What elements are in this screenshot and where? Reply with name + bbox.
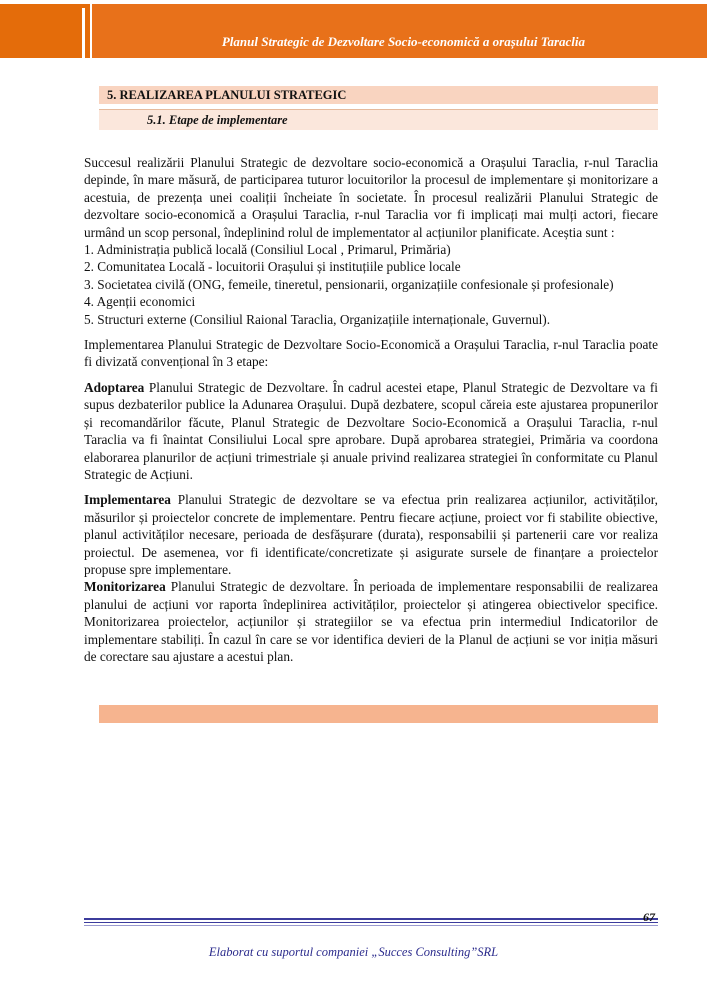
footer-rule (84, 918, 658, 926)
actor-item-2: 2. Comunitatea Locală - locuitorii Orașului și instituțiile publice locale (84, 259, 461, 275)
header-band (0, 4, 707, 58)
actor-item-4: 4. Agenții economici (84, 294, 196, 310)
stages-intro-paragraph: Implementarea Planului Strategic de Dezvoltare Socio-Economică a Orașului Taraclia, r-nul Taraclia poate fi divizată convențional în 3 etape: (84, 337, 658, 370)
stage-adoption-text: Planului Strategic de Dezvoltare. În cadrul acestei etape, Planul Strategic de Dezvoltare va fi supus dezbaterilor publice la Adunarea Orașului. După dezbatere, scopul căreia este ajustarea propunerilor și recomandărilor făcute, Planul Strategic de Dezvoltare Socio-Economică a Orașului Taraclia, r-nul Taraclia va fi înaintat Consiliului Local spre aprobare. După aprobarea strategiei, Primăria va coordona elaborarea planurilor de acțiuni trimestriale și anuale privind realizarea strategiei în conformitate cu Planul Strategic de Acțiuni. (84, 379, 658, 482)
stage-adoption-title: Adoptarea (84, 379, 145, 395)
stage-monitoring-text: Planului Strategic de dezvoltare. În perioada de implementare responsabilii de realizarea planului de acțiuni vor raporta îndeplinirea activităților, proiectelor și atingerea obiectivelor specifice. Monitorizarea proiectelor, acțiunilor și strategiilor se va efectua prin intermediul Indicatorilor de implementare stabiliți. În cazul în care se vor identifica devieri de la Planul de acțiuni se vor iniția măsuri de corectare sau ajustare a acestui plan. (84, 579, 658, 664)
actor-item-1: 1. Administrația publică locală (Consiliul Local , Primarul, Primăria) (84, 242, 451, 258)
stage-implementation-paragraph (84, 491, 658, 578)
stage-implementation-text: Planului Strategic de dezvoltare se va efectua prin realizarea acțiunilor, activităților, măsurilor și proiectelor concrete de implementare. Pentru fiecare acțiune, proiect vor fi stabilite obiective, planul activităților necesare, perioada de desfășurare (durata), responsabilii și partenerii care vor realiza proiectul. De asemenea, vor fi identificate/concretizate și asigurate sursele de finanțare a proiectelor propuse spre implementare. (84, 492, 658, 577)
stage-monitoring-title: Monitorizarea (84, 579, 166, 595)
stage-monitoring-paragraph (84, 578, 658, 665)
actor-item-3: 3. Societatea civilă (ONG, femeile, tineretul, pensionarii, organizațiile confesionale și profesionale) (84, 276, 614, 292)
document-title: Planul Strategic de Dezvoltare Socio-economică a orașului Taraclia (221, 34, 585, 49)
stage-implementation-title: Implementarea (84, 492, 171, 508)
bottom-decorative-bar (99, 705, 658, 723)
subsection-heading-bar (99, 109, 658, 130)
body-text (84, 154, 658, 665)
footer-credit: Elaborat cu suportul companiei „Succes Consulting”SRL (208, 945, 499, 959)
actor-item-5: 5. Structuri externe (Consiliul Raional Taraclia, Organizațiile internaționale, Guvernul). (84, 311, 551, 327)
stage-adoption-paragraph (84, 379, 658, 483)
intro-paragraph: Succesul realizării Planului Strategic de dezvoltare socio-economică a Orașului Taraclia, r-nul Taraclia depinde, în mare măsură, de participarea tuturor locuitorilor la procesul de implementare și monitorizare a acestuia, de prezența unei coaliții încheiate în societate. În procesul realizării Planului Strategic de dezvoltare socio-economică a Orașului Taraclia, r-nul Taraclia vor fi implicați mai mulți actori, fiecare urmând un scop personal, îndeplinind rolul de implementator al acțiunilor planificate. Aceștia sunt : (84, 155, 658, 240)
header-divider (82, 8, 85, 62)
section-heading-bar (99, 86, 658, 104)
section-heading: 5. REALIZAREA PLANULUI STRATEGIC (107, 88, 347, 102)
page-number: 67 (643, 910, 655, 924)
subsection-heading: 5.1. Etape de implementare (147, 113, 288, 127)
